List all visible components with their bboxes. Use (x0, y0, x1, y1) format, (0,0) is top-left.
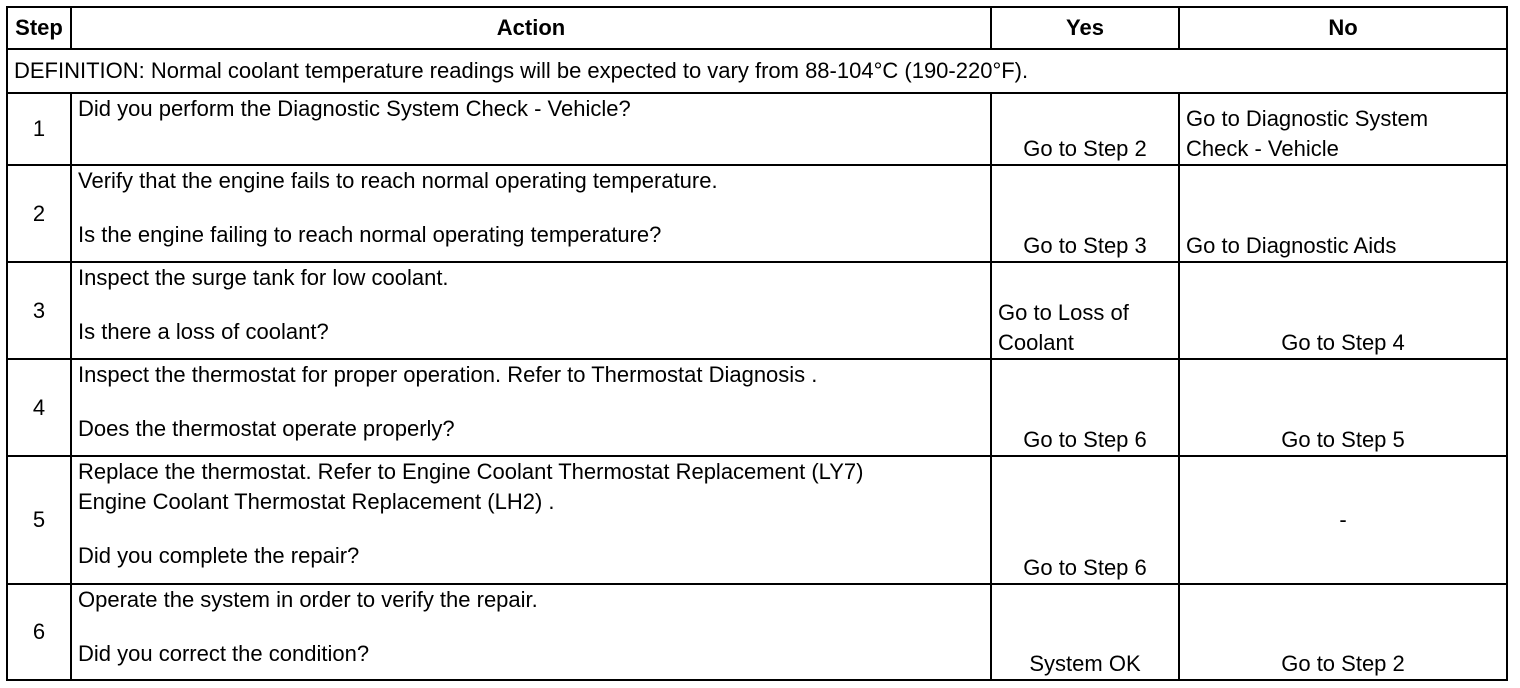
no-cell (1179, 584, 1507, 680)
action-question: Did you correct the condition? (78, 641, 370, 666)
definition-text: DEFINITION: Normal coolant temperature readings will be expected to vary from 88-104°C (190-220°F). (7, 49, 1507, 93)
action-question: Did you complete the repair? (78, 543, 360, 568)
action-question: Is there a loss of coolant? (78, 319, 329, 344)
step-number: 6 (7, 584, 71, 680)
yes-cell (991, 165, 1179, 262)
action-text: Inspect the thermostat for proper operation. Refer to Thermostat Diagnosis . (78, 362, 818, 387)
action-text: Operate the system in order to verify the repair. (78, 587, 538, 612)
table-row (7, 262, 1507, 359)
diagnostic-table-container (6, 6, 1506, 681)
header-step: Step (7, 7, 71, 49)
yes-cell (991, 359, 1179, 456)
table-row (7, 93, 1507, 165)
action-cell (71, 584, 991, 680)
no-text: - (1339, 507, 1347, 532)
yes-text: Go to Step 6 (1023, 427, 1147, 452)
no-cell (1179, 359, 1507, 456)
action-text: Inspect the surge tank for low coolant. (78, 265, 449, 290)
step-number: 1 (7, 93, 71, 165)
no-text: Go to Diagnostic System (1186, 106, 1429, 131)
no-text: Go to Step 2 (1281, 651, 1405, 676)
action-cell (71, 93, 991, 165)
action-text: Verify that the engine fails to reach normal operating temperature. (78, 168, 718, 193)
no-cell (1179, 456, 1507, 584)
table-row (7, 584, 1507, 680)
action-text: Did you perform the Diagnostic System Check - Vehicle? (78, 96, 631, 121)
yes-text: Coolant (998, 330, 1074, 355)
yes-text: System OK (1029, 651, 1141, 676)
yes-cell (991, 262, 1179, 359)
step-number: 2 (7, 165, 71, 262)
no-text: Go to Step 5 (1281, 427, 1405, 452)
yes-cell (991, 584, 1179, 680)
yes-text: Go to Step 6 (1023, 555, 1147, 580)
action-cell (71, 456, 991, 584)
no-cell (1179, 262, 1507, 359)
action-text: Replace the thermostat. Refer to Engine Coolant Thermostat Replacement (LY7) (78, 459, 864, 484)
header-yes: Yes (991, 7, 1179, 49)
action-question: Is the engine failing to reach normal operating temperature? (78, 222, 662, 247)
definition-row (7, 49, 1507, 93)
header-row (7, 7, 1507, 49)
action-cell (71, 359, 991, 456)
step-number: 4 (7, 359, 71, 456)
action-text: Engine Coolant Thermostat Replacement (LH2) . (78, 489, 555, 514)
action-cell (71, 262, 991, 359)
no-text: Go to Step 4 (1281, 330, 1405, 355)
yes-text: Go to Loss of (998, 300, 1129, 325)
header-action: Action (71, 7, 991, 49)
yes-text: Go to Step 3 (1023, 233, 1147, 258)
header-no: No (1179, 7, 1507, 49)
no-text: Check - Vehicle (1186, 136, 1339, 161)
table-row (7, 359, 1507, 456)
table-row (7, 165, 1507, 262)
step-number: 5 (7, 456, 71, 584)
no-cell (1179, 165, 1507, 262)
step-number: 3 (7, 262, 71, 359)
yes-text: Go to Step 2 (1023, 136, 1147, 161)
yes-cell (991, 93, 1179, 165)
yes-cell (991, 456, 1179, 584)
action-cell (71, 165, 991, 262)
no-text: Go to Diagnostic Aids (1186, 233, 1397, 258)
no-cell (1179, 93, 1507, 165)
diagnostic-table (6, 6, 1508, 681)
action-question: Does the thermostat operate properly? (78, 416, 455, 441)
table-row (7, 456, 1507, 584)
